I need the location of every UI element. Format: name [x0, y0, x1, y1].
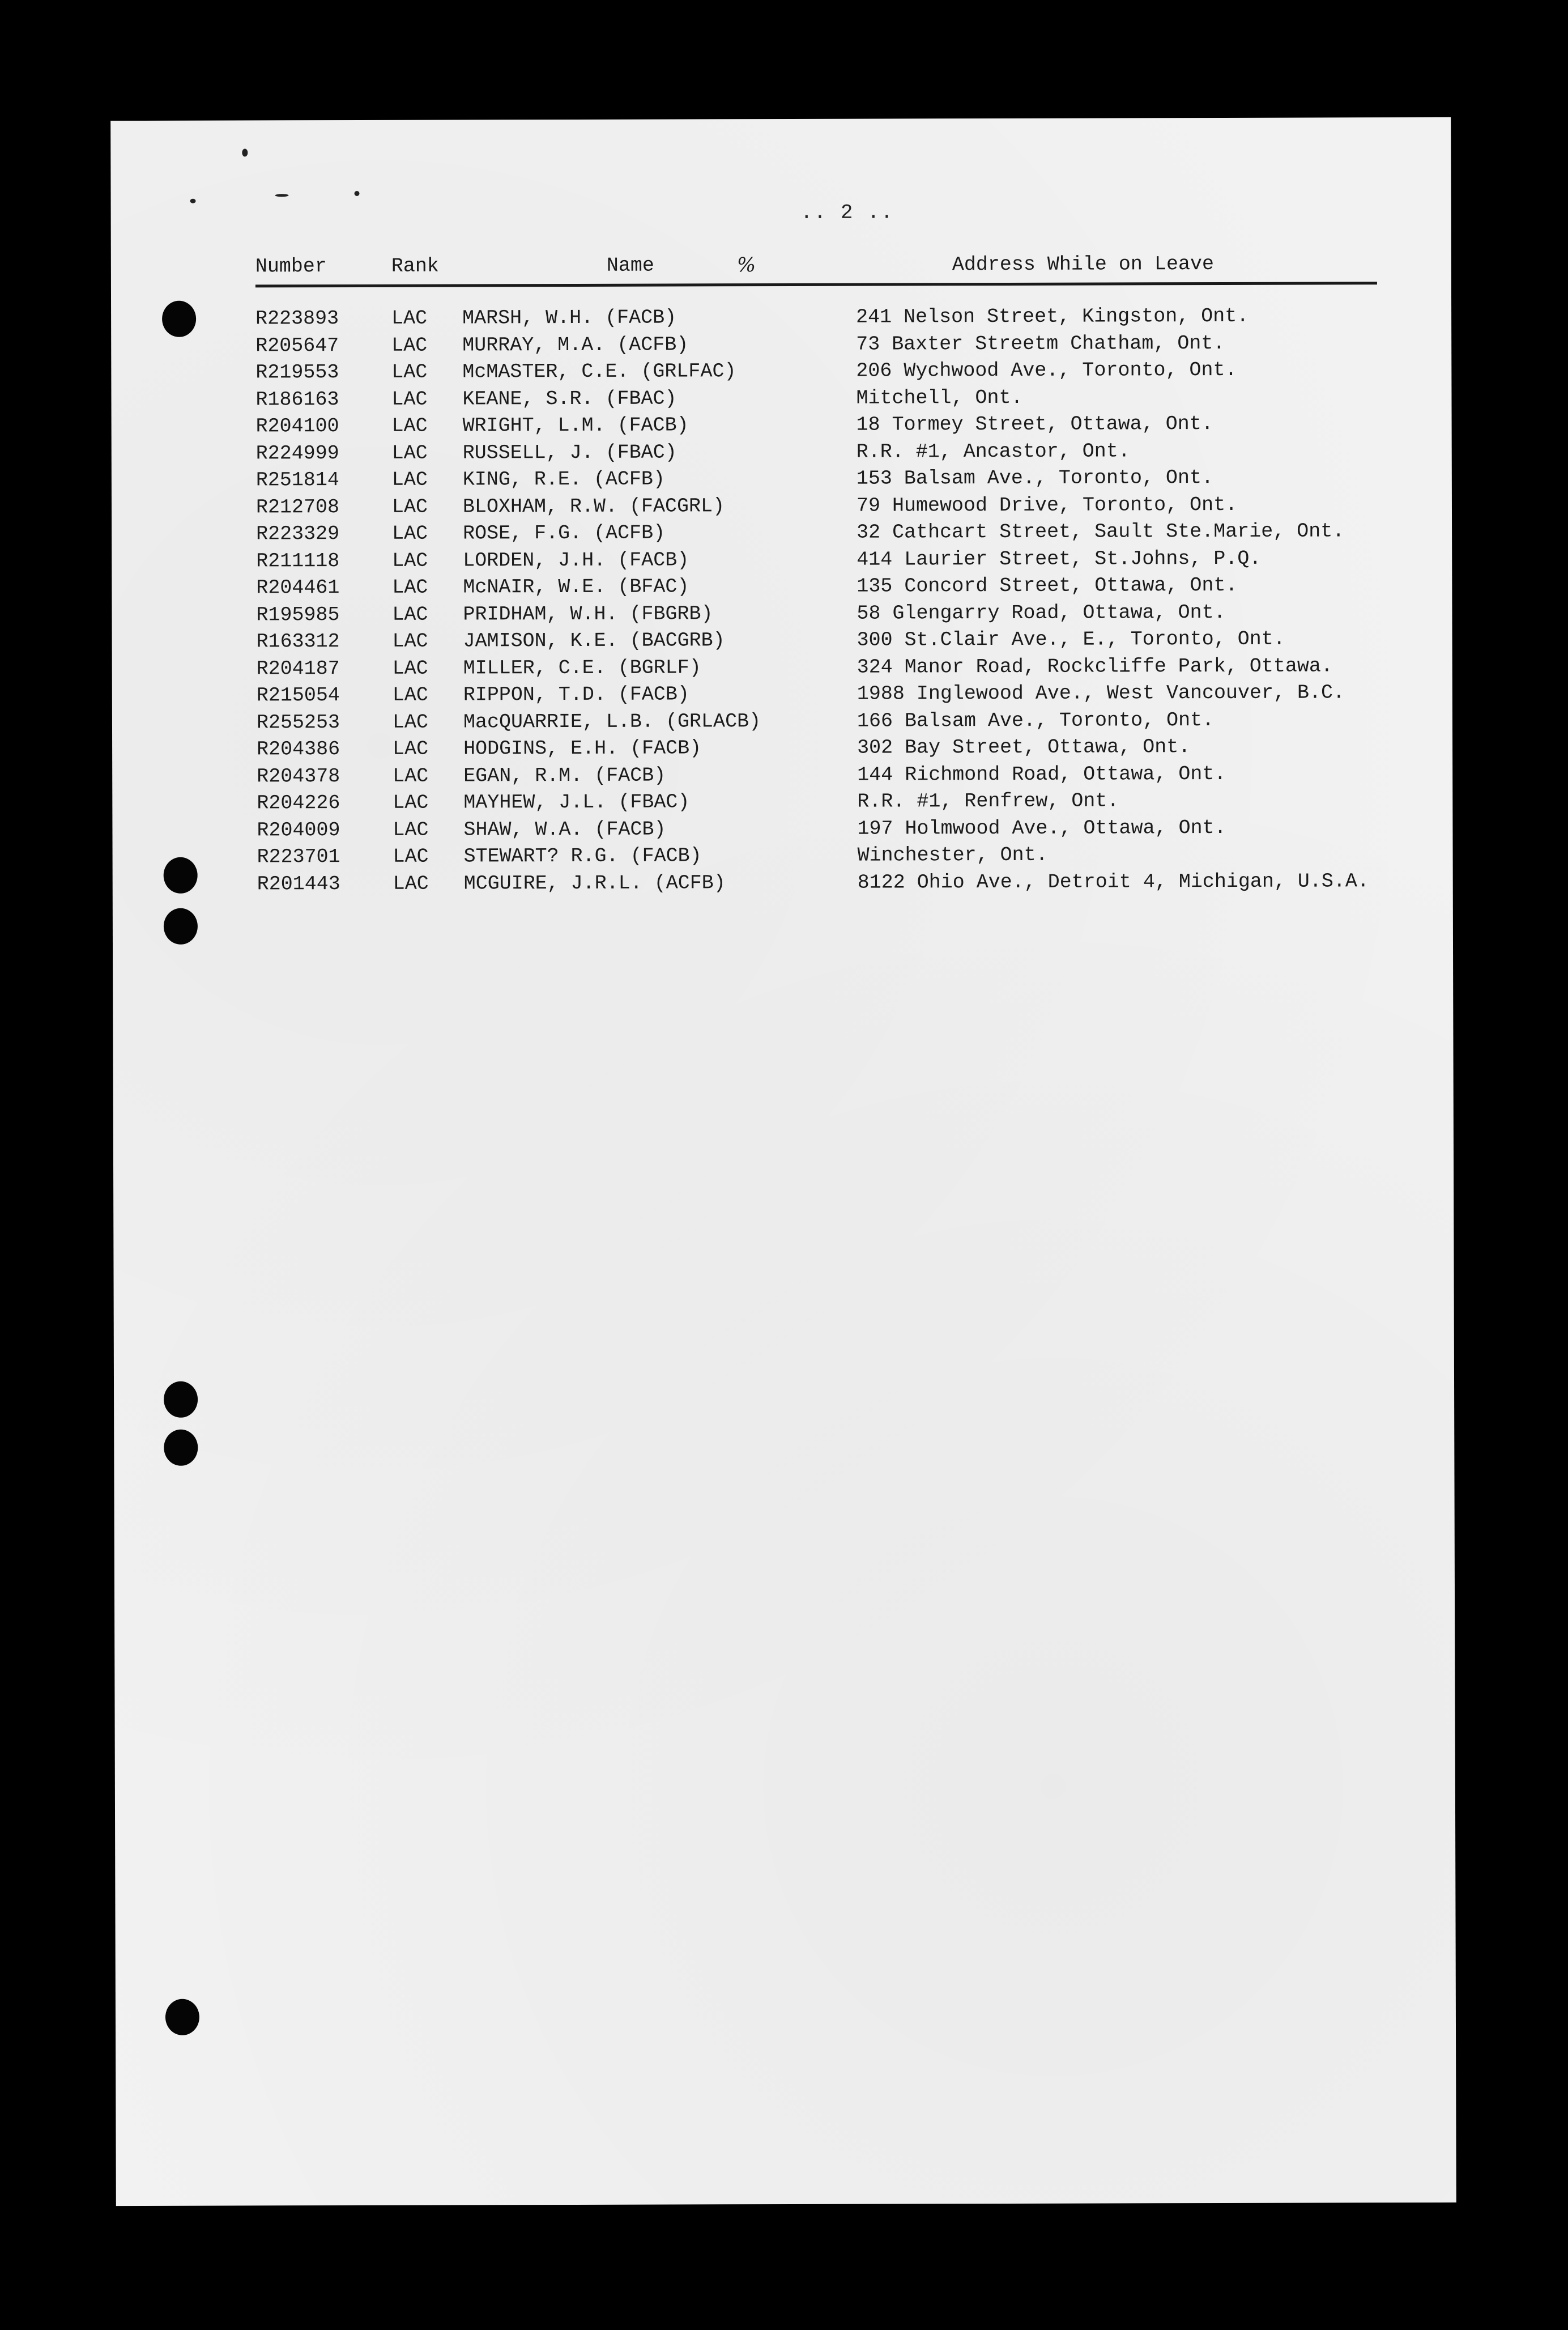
- cell-address: Winchester, Ont.: [857, 843, 1048, 867]
- cell-rank: LAC: [391, 468, 428, 491]
- table-row: [111, 331, 1451, 362]
- paper-speck: [242, 148, 248, 156]
- cell-address: 153 Balsam Ave., Toronto, Ont.: [856, 466, 1214, 490]
- cell-name: MURRAY, M.A. (ACFB): [462, 333, 689, 356]
- cell-name: RUSSELL, J. (FBAC): [462, 440, 677, 464]
- cell-name: McNAIR, W.E. (BFAC): [463, 575, 689, 599]
- cell-rank: LAC: [392, 603, 428, 626]
- cell-number: R204009: [257, 818, 340, 841]
- cell-number: R204461: [256, 576, 340, 599]
- cell-name: RIPPON, T.D. (FACB): [463, 683, 689, 707]
- cell-name: MCGUIRE, J.R.L. (ACFB): [463, 871, 726, 895]
- cell-number: R255253: [256, 711, 340, 734]
- cell-number: R204187: [256, 657, 340, 680]
- cell-rank: LAC: [392, 657, 428, 680]
- cell-address: 8122 Ohio Ave., Detroit 4, Michigan, U.S.A.: [857, 869, 1369, 894]
- cell-rank: LAC: [392, 576, 428, 599]
- cell-number: R219553: [255, 361, 339, 384]
- table-row: [112, 573, 1452, 604]
- cell-address: 58 Glengarry Road, Ottawa, Ont.: [857, 601, 1226, 625]
- cell-address: 206 Wychwood Ave., Toronto, Ont.: [856, 358, 1237, 382]
- cell-number: R195985: [256, 603, 340, 626]
- cell-address: R.R. #1, Renfrew, Ont.: [857, 789, 1119, 813]
- cell-number: R204226: [257, 792, 340, 815]
- table-row: [112, 735, 1452, 766]
- cell-address: 73 Baxter Streetm Chatham, Ont.: [856, 331, 1225, 356]
- cell-address: 166 Balsam Ave., Toronto, Ont.: [857, 708, 1215, 733]
- page-number: .. 2 ..: [800, 201, 894, 224]
- cell-name: WRIGHT, L.M. (FACB): [462, 414, 689, 437]
- cell-name: McMASTER, C.E. (GRLFAC): [462, 360, 736, 384]
- cell-address: 197 Holmwood Ave., Ottawa, Ont.: [857, 816, 1226, 840]
- cell-address: 302 Bay Street, Ottawa, Ont.: [857, 735, 1191, 759]
- table-row: [112, 412, 1452, 443]
- cell-address: 79 Humewood Drive, Toronto, Ont.: [856, 493, 1238, 517]
- binder-hole: [164, 908, 198, 945]
- cell-rank: LAC: [392, 549, 428, 572]
- cell-address: 1988 Inglewood Ave., West Vancouver, B.C.: [857, 681, 1345, 705]
- cell-rank: LAC: [392, 711, 429, 734]
- table-row: [111, 385, 1451, 415]
- cell-rank: LAC: [393, 818, 429, 841]
- cell-name: LORDEN, J.H. (FACB): [463, 548, 689, 572]
- cell-rank: LAC: [393, 737, 429, 760]
- cell-name: ROSE, F.G. (ACFB): [463, 521, 666, 545]
- cell-number: R223701: [257, 845, 340, 869]
- paper-speck: [275, 194, 289, 197]
- cell-address: 241 Nelson Street, Kingston, Ont.: [856, 304, 1249, 329]
- table-row: [112, 520, 1452, 550]
- table-row: [112, 466, 1452, 496]
- cell-name: MacQUARRIE, L.B. (GRLACB): [463, 709, 761, 733]
- cell-name: SHAW, W.A. (FACB): [463, 818, 666, 841]
- binder-hole: [165, 1999, 199, 2035]
- binder-hole: [164, 1430, 198, 1466]
- document-page: [110, 117, 1456, 2206]
- cell-number: R223893: [255, 307, 339, 330]
- cell-number: R205647: [255, 334, 339, 357]
- cell-address: 300 St.Clair Ave., E., Toronto, Ont.: [857, 627, 1285, 652]
- cell-address: 144 Richmond Road, Ottawa, Ont.: [857, 762, 1226, 786]
- cell-name: HODGINS, E.H. (FACB): [463, 737, 702, 760]
- cell-rank: LAC: [393, 845, 429, 868]
- cell-rank: LAC: [393, 872, 429, 895]
- cell-rank: LAC: [391, 495, 428, 518]
- cell-name: MARSH, W.H. (FACB): [462, 306, 677, 330]
- header-rank: Rank: [391, 254, 439, 278]
- paper-speck: [190, 199, 196, 203]
- cell-rank: LAC: [393, 764, 429, 788]
- cell-number: R223329: [256, 522, 340, 546]
- cell-rank: LAC: [391, 360, 428, 384]
- binder-hole: [164, 857, 198, 894]
- table-row: [112, 439, 1452, 469]
- cell-number: R215054: [256, 684, 340, 707]
- table-row: [112, 546, 1452, 577]
- cell-name: KING, R.E. (ACFB): [462, 467, 665, 491]
- cell-address: 414 Laurier Street, St.Johns, P.Q.: [857, 547, 1262, 571]
- cell-rank: LAC: [392, 683, 428, 707]
- table-row: [111, 358, 1451, 389]
- cell-rank: LAC: [393, 791, 429, 814]
- table-row: [113, 869, 1453, 900]
- cell-name: KEANE, S.R. (FBAC): [462, 386, 677, 410]
- cell-number: R163312: [256, 630, 340, 653]
- personnel-list: [111, 304, 1453, 900]
- cell-rank: LAC: [392, 522, 428, 545]
- cell-name: JAMISON, K.E. (BACGRB): [463, 629, 725, 653]
- table-row: [113, 843, 1453, 873]
- table-row: [112, 627, 1452, 658]
- paper-speck: [355, 191, 360, 196]
- cell-address: 324 Manor Road, Rockcliffe Park, Ottawa.: [857, 654, 1333, 679]
- cell-number: R251814: [255, 469, 339, 492]
- cell-rank: LAC: [391, 388, 428, 411]
- table-row: [112, 815, 1452, 846]
- table-row: [112, 600, 1452, 631]
- cell-number: R204386: [257, 738, 340, 761]
- binder-hole: [164, 1381, 198, 1418]
- cell-number: R224999: [255, 441, 339, 465]
- table-row: [112, 708, 1452, 738]
- cell-name: PRIDHAM, W.H. (FBGRB): [463, 602, 713, 626]
- table-row: [112, 762, 1452, 792]
- cell-rank: LAC: [391, 441, 428, 465]
- cell-number: R204100: [255, 415, 339, 438]
- table-row: [111, 304, 1451, 335]
- cell-number: R186163: [255, 388, 339, 411]
- cell-rank: LAC: [391, 334, 428, 357]
- cell-name: STEWART? R.G. (FACB): [463, 844, 702, 868]
- table-row: [112, 492, 1452, 523]
- header-address: Address While on Leave: [952, 253, 1214, 277]
- cell-name: MAYHEW, J.L. (FBAC): [463, 790, 690, 814]
- cell-rank: LAC: [391, 414, 428, 437]
- cell-number: R201443: [257, 872, 340, 895]
- cell-address: 135 Concord Street, Ottawa, Ont.: [857, 573, 1238, 598]
- cell-number: R212708: [255, 495, 340, 518]
- cell-rank: LAC: [392, 630, 428, 653]
- table-row: [112, 789, 1452, 819]
- table-row: [112, 681, 1452, 712]
- cell-rank: LAC: [391, 307, 428, 330]
- header-number: Number: [255, 255, 327, 278]
- cell-name: BLOXHAM, R.W. (FACGRL): [462, 494, 725, 518]
- header-name: Name: [606, 254, 654, 277]
- header-handwritten-mark: %: [736, 254, 756, 277]
- cell-number: R204378: [257, 764, 340, 788]
- cell-address: 18 Tormey Street, Ottawa, Ont.: [856, 413, 1213, 436]
- cell-name: MILLER, C.E. (BGRLF): [463, 656, 701, 679]
- binder-hole: [162, 301, 196, 337]
- table-row: [112, 654, 1452, 684]
- column-header-row: [255, 252, 1388, 283]
- cell-name: EGAN, R.M. (FACB): [463, 764, 666, 787]
- cell-number: R211118: [256, 549, 340, 572]
- cell-address: Mitchell, Ont.: [856, 386, 1023, 410]
- cell-address: R.R. #1, Ancastor, Ont.: [856, 439, 1130, 464]
- cell-address: 32 Cathcart Street, Sault Ste.Marie, Ont.: [857, 520, 1345, 544]
